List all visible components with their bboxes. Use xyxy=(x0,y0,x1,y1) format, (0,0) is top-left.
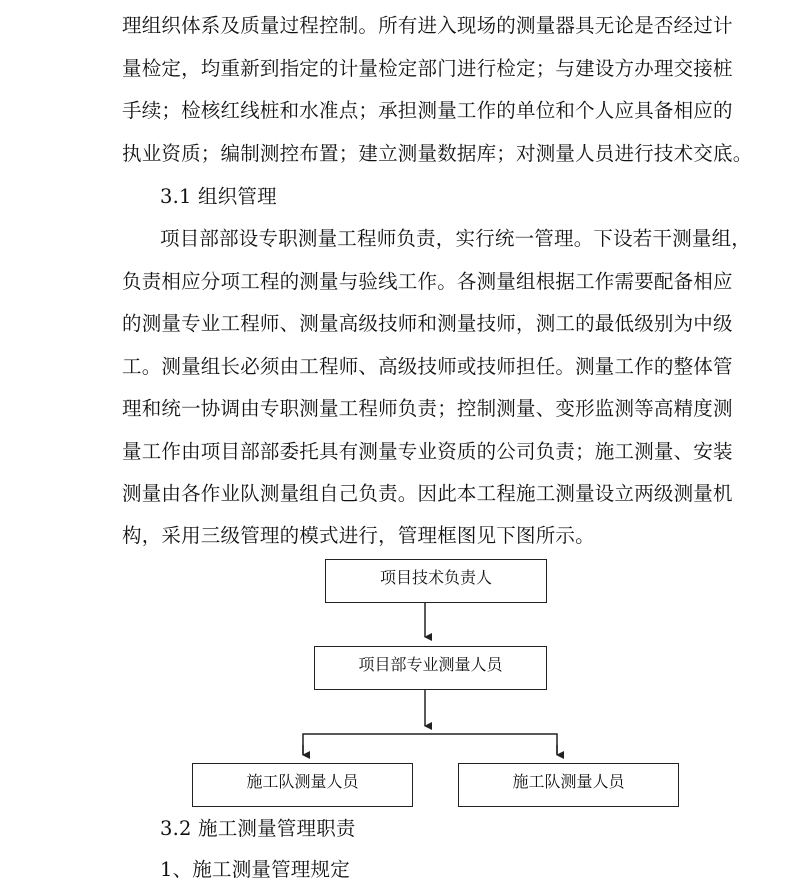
paragraph1-line-4: 执业资质；编制测控布置；建立测量数据库；对测量人员进行技术交底。 xyxy=(122,142,753,165)
paragraph2-line-8: 构，采用三级管理的模式进行，管理框图见下图所示。 xyxy=(122,524,595,547)
paragraph2-line-7: 测量由各作业队测量组自己负责。因此本工程施工测量设立两级测量机 xyxy=(122,482,733,505)
org-box-team-survey-right: 施工队测量人员 xyxy=(458,763,679,807)
org-box-technical-lead: 项目技术负责人 xyxy=(325,559,547,603)
paragraph1-line-1: 理组织体系及质量过程控制。所有进入现场的测量器具无论是否经过计 xyxy=(122,14,733,37)
paragraph1-line-3: 手续；检核红线桩和水准点；承担测量工作的单位和个人应具备相应的 xyxy=(122,99,733,122)
paragraph2-line-2: 负责相应分项工程的测量与验线工作。各测量组根据工作需要配备相应 xyxy=(122,270,733,293)
section-3-2-heading: 3.2 施工测量管理职责 xyxy=(160,817,356,840)
paragraph2-line-4: 工。测量组长必须由工程师、高级技师或技师担任。测量工作的整体管 xyxy=(122,355,733,378)
paragraph1-line-2: 量检定，均重新到指定的计量检定部门进行检定；与建设方办理交接桩 xyxy=(122,57,733,80)
section-3-1-heading: 3.1 组织管理 xyxy=(160,185,277,208)
paragraph2-line-5: 理和统一协调由专职测量工程师负责；控制测量、变形监测等高精度测 xyxy=(122,397,733,420)
item-1-heading: 1、施工测量管理规定 xyxy=(160,858,350,881)
connector-branch xyxy=(303,734,557,754)
org-box-team-survey-left: 施工队测量人员 xyxy=(192,763,413,807)
paragraph2-line-6: 量工作由项目部部委托具有测量专业资质的公司负责；施工测量、安装 xyxy=(122,440,733,463)
org-box-survey-staff: 项目部专业测量人员 xyxy=(314,646,547,690)
paragraph2-line-1: 项目部部设专职测量工程师负责，实行统一管理。下设若干测量组， xyxy=(160,227,752,250)
paragraph2-line-3: 的测量专业工程师、测量高级技师和测量技师，测工的最低级别为中级 xyxy=(122,312,733,335)
